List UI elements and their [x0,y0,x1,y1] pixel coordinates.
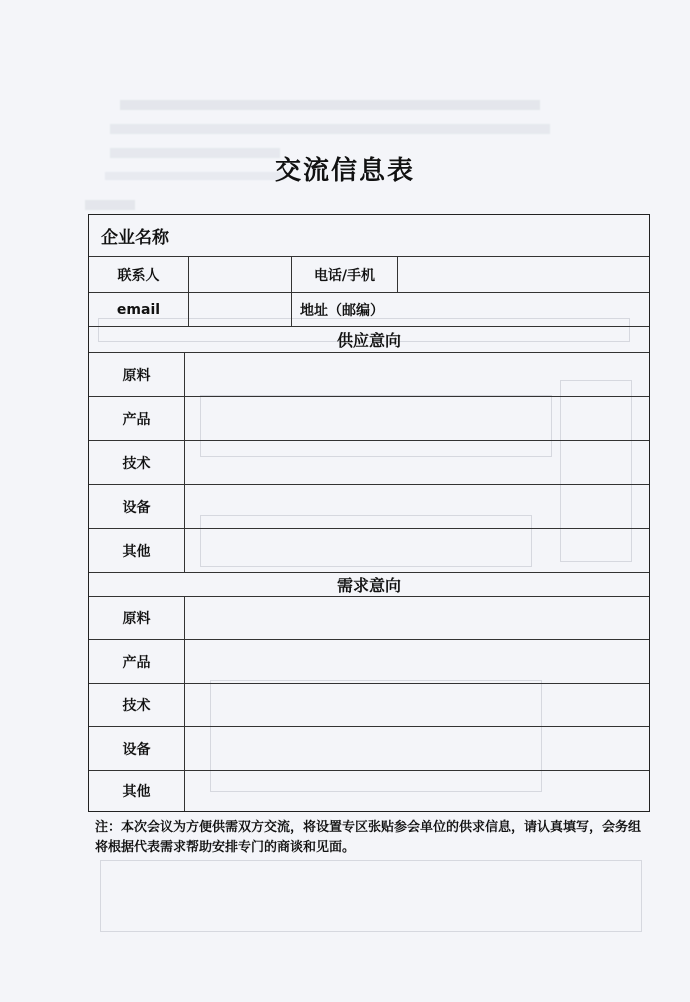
demand-row-field[interactable] [185,684,649,726]
phone-field[interactable] [398,257,648,292]
demand-heading: 需求意向 [336,576,401,595]
supply-row-label: 产品 [89,397,185,440]
address-field[interactable] [398,293,648,326]
demand-section-header [89,573,649,597]
company-row [89,215,649,257]
contact-row [89,257,649,293]
supply-row-label: 技术 [89,441,185,484]
demand-row-field[interactable] [185,640,649,683]
contact-label: 联系人 [89,257,189,292]
email-label: email [89,293,189,326]
email-field[interactable] [189,293,292,326]
phone-label: 电话/手机 [292,257,398,292]
address-label: 地址（邮编） [300,302,384,319]
supply-row-field[interactable] [185,485,649,528]
footnote: 注：本次会议为方便供需双方交流，将设置专区张贴参会单位的供求信息，请认真填写，会务组将根据代表需求帮助安排专门的商谈和见面。 [95,820,642,855]
demand-row [89,684,649,727]
demand-row-field[interactable] [185,727,649,770]
supply-row-field[interactable] [185,529,649,572]
company-name-field[interactable] [189,215,649,256]
demand-row [89,597,649,640]
demand-row [89,640,649,684]
demand-row-label: 原料 [89,597,185,639]
supply-row [89,529,649,573]
contact-field[interactable] [189,257,292,292]
supply-row-field[interactable] [185,397,649,440]
supply-row [89,353,649,397]
page-title: 交流信息表 [274,156,415,186]
demand-row-field[interactable] [185,597,649,639]
supply-row-field[interactable] [185,441,649,484]
demand-row [89,771,649,811]
supply-row [89,441,649,485]
supply-section-header [89,327,649,353]
supply-row [89,485,649,529]
demand-row-label: 技术 [89,684,185,726]
exchange-info-form [88,214,650,812]
email-row [89,293,649,327]
supply-row-label: 设备 [89,485,185,528]
demand-row [89,727,649,771]
supply-row-field[interactable] [185,353,649,396]
demand-row-field[interactable] [185,771,649,811]
supply-row-label: 其他 [89,529,185,572]
supply-row [89,397,649,441]
demand-row-label: 其他 [89,771,185,811]
supply-heading: 供应意向 [336,331,401,350]
demand-row-label: 产品 [89,640,185,683]
company-name-label: 企业名称 [101,228,169,248]
demand-row-label: 设备 [89,727,185,770]
supply-row-label: 原料 [89,353,185,396]
